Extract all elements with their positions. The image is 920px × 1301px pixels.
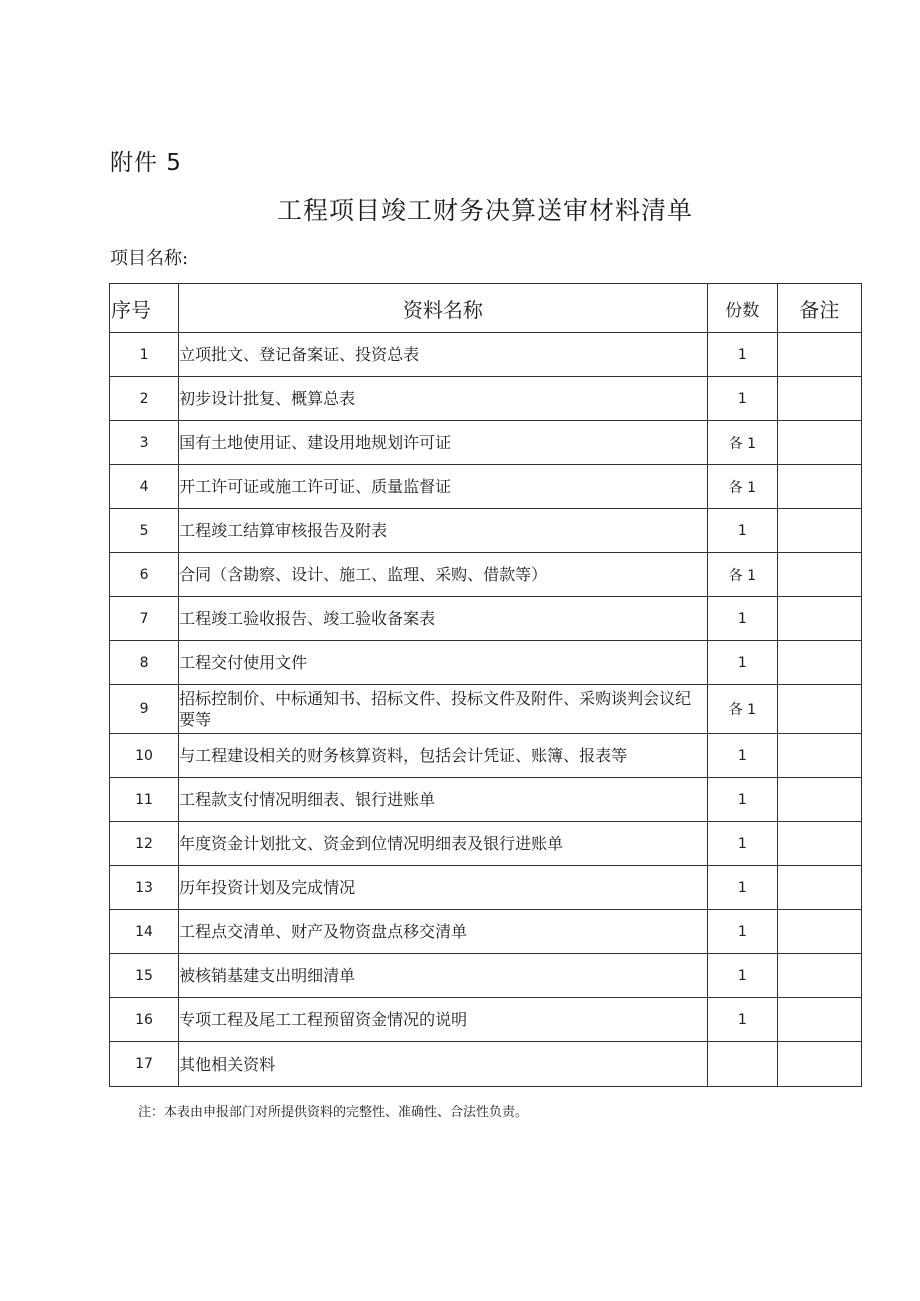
header-remark: 备注: [777, 284, 861, 333]
materials-table: [109, 283, 862, 1087]
row-copies: 1: [707, 597, 777, 641]
row-remark: [777, 641, 861, 685]
row-no: 9: [110, 685, 179, 734]
row-remark: [777, 377, 861, 421]
row-copies: 1: [707, 734, 777, 778]
table-row: [110, 421, 862, 465]
row-name: 合同（含勘察、设计、施工、监理、采购、借款等）: [179, 553, 708, 597]
table-row: [110, 778, 862, 822]
row-remark: [777, 954, 861, 998]
row-copies: [707, 1042, 777, 1087]
row-no: 6: [110, 553, 179, 597]
row-remark: [777, 910, 861, 954]
row-copies: 1: [707, 910, 777, 954]
row-remark: [777, 866, 861, 910]
row-no: 15: [110, 954, 179, 998]
row-name: 工程交付使用文件: [179, 641, 708, 685]
row-remark: [777, 597, 861, 641]
row-remark: [777, 734, 861, 778]
table-row: [110, 553, 862, 597]
row-remark: [777, 1042, 861, 1087]
header-copies: 份数: [707, 284, 777, 333]
table-row: [110, 377, 862, 421]
row-name: 历年投资计划及完成情况: [179, 866, 708, 910]
attachment-label: 附件 5: [110, 150, 182, 176]
row-no: 13: [110, 866, 179, 910]
row-copies: 1: [707, 333, 777, 377]
project-name-label: 项目名称:: [110, 248, 189, 269]
row-no: 16: [110, 998, 179, 1042]
row-name: 立项批文、登记备案证、投资总表: [179, 333, 708, 377]
table-row: [110, 910, 862, 954]
header-no: 序号: [110, 284, 179, 333]
footnote: 注：本表由申报部门对所提供资料的完整性、准确性、合法性负责。: [138, 1105, 529, 1120]
row-name: 与工程建设相关的财务核算资料，包括会计凭证、账簿、报表等: [179, 734, 708, 778]
row-copies: 1: [707, 822, 777, 866]
row-copies: 1: [707, 509, 777, 553]
row-name: 国有土地使用证、建设用地规划许可证: [179, 421, 708, 465]
row-copies: 1: [707, 954, 777, 998]
row-name: 年度资金计划批文、资金到位情况明细表及银行进账单: [179, 822, 708, 866]
row-copies: 1: [707, 998, 777, 1042]
row-no: 8: [110, 641, 179, 685]
row-remark: [777, 465, 861, 509]
row-name: 开工许可证或施工许可证、质量监督证: [179, 465, 708, 509]
row-no: 4: [110, 465, 179, 509]
row-name: 工程竣工验收报告、竣工验收备案表: [179, 597, 708, 641]
row-no: 12: [110, 822, 179, 866]
row-copies: 1: [707, 778, 777, 822]
row-name: 招标控制价、中标通知书、招标文件、投标文件及附件、采购谈判会议纪要等: [179, 685, 708, 734]
table-row: [110, 734, 862, 778]
row-name: 被核销基建支出明细清单: [179, 954, 708, 998]
row-no: 10: [110, 734, 179, 778]
row-remark: [777, 421, 861, 465]
row-name: 工程款支付情况明细表、银行进账单: [179, 778, 708, 822]
row-name: 工程竣工结算审核报告及附表: [179, 509, 708, 553]
table-row: [110, 866, 862, 910]
row-no: 7: [110, 597, 179, 641]
row-copies: 1: [707, 866, 777, 910]
document-title: 工程项目竣工财务决算送审材料清单: [276, 196, 693, 225]
row-copies: 1: [707, 641, 777, 685]
table-row: [110, 597, 862, 641]
table-row: [110, 465, 862, 509]
row-name: 专项工程及尾工工程预留资金情况的说明: [179, 998, 708, 1042]
table-row: [110, 822, 862, 866]
header-name: 资料名称: [179, 284, 708, 333]
row-remark: [777, 822, 861, 866]
row-name: 工程点交清单、财产及物资盘点移交清单: [179, 910, 708, 954]
table-row: [110, 641, 862, 685]
row-remark: [777, 685, 861, 734]
row-remark: [777, 333, 861, 377]
row-no: 3: [110, 421, 179, 465]
table-header-row: [110, 284, 862, 333]
row-no: 1: [110, 333, 179, 377]
row-remark: [777, 778, 861, 822]
table-row: [110, 685, 862, 734]
row-copies: 各 1: [707, 553, 777, 597]
row-no: 14: [110, 910, 179, 954]
table-row: [110, 1042, 862, 1087]
table-row: [110, 509, 862, 553]
row-no: 17: [110, 1042, 179, 1087]
row-remark: [777, 509, 861, 553]
row-copies: 各 1: [707, 465, 777, 509]
row-copies: 1: [707, 377, 777, 421]
row-no: 11: [110, 778, 179, 822]
row-no: 5: [110, 509, 179, 553]
table-row: [110, 333, 862, 377]
row-copies: 各 1: [707, 421, 777, 465]
row-name: 其他相关资料: [179, 1042, 708, 1087]
row-copies: 各 1: [707, 685, 777, 734]
row-name: 初步设计批复、概算总表: [179, 377, 708, 421]
table-row: [110, 998, 862, 1042]
row-remark: [777, 553, 861, 597]
table-row: [110, 954, 862, 998]
row-no: 2: [110, 377, 179, 421]
row-remark: [777, 998, 861, 1042]
